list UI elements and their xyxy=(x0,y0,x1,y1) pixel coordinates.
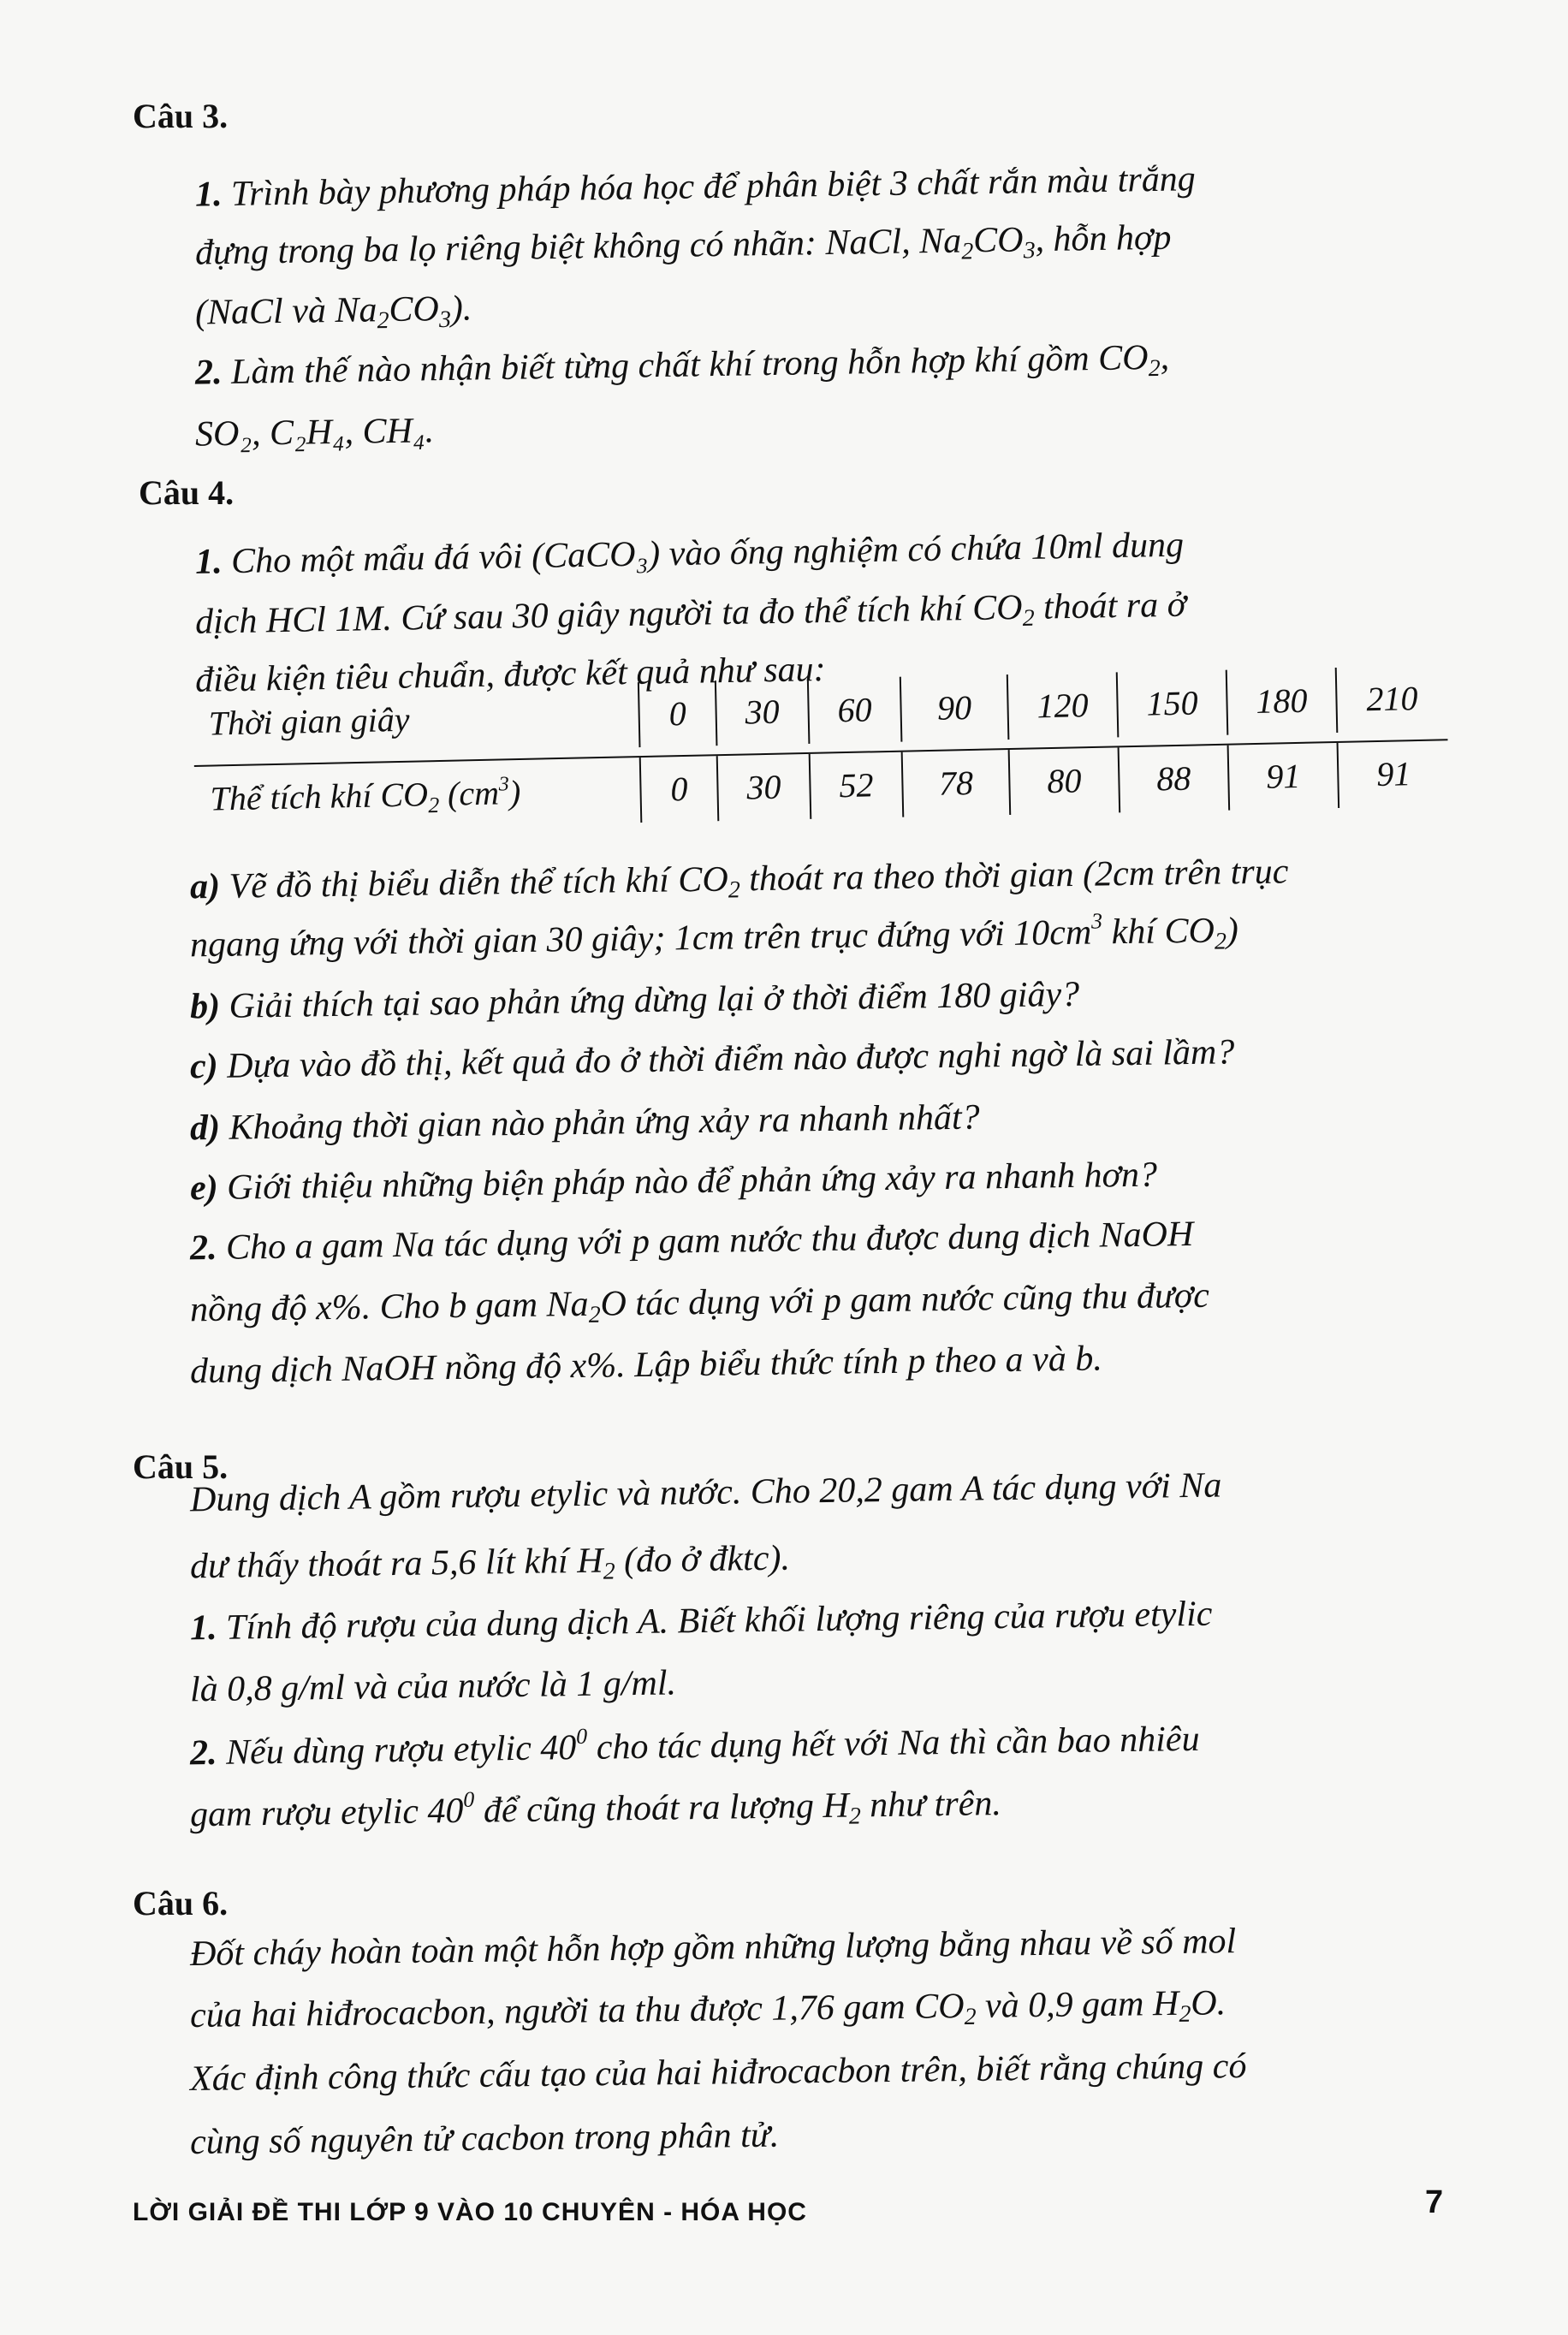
table-cell: 80 xyxy=(1008,747,1120,815)
q3-item1-line2: đựng trong ba lọ riêng biệt không có nhãn: NaCl, $Na_2CO_3$, hỗn hợp xyxy=(194,217,1172,273)
table-cell: 30 xyxy=(715,679,809,746)
table-cell: 150 xyxy=(1116,670,1227,738)
q4-item1-line1: 1. Cho một mẩu đá vôi (CaCO₃) vào ống nghiệm có chứa 10ml dung xyxy=(194,525,1185,582)
measurement-table xyxy=(193,665,1449,835)
table-label-volume: Thể tích khí $CO_2$ $(cm^3)$ xyxy=(210,773,521,818)
q4-item2-line2: nồng độ x%. Cho b gam $Na_2O$ tác dụng với p gam nước cũng thu được xyxy=(189,1275,1210,1330)
question-6-title: Câu 6. xyxy=(133,1884,229,1922)
table-row-volume xyxy=(194,739,1449,832)
question-5-title: Câu 5. xyxy=(133,1447,229,1486)
q4-item1-number: 1. xyxy=(194,542,223,582)
q6-line2: của hai hiđrocacbon, người ta thu được 1,76 gam $CO_2$ và 0,9 gam $H_2O$. xyxy=(189,1983,1226,2036)
q6-line1: Đốt cháy hoàn toàn một hỗn hợp gồm những lượng bằng nhau về số mol xyxy=(189,1922,1237,1975)
q5-item1-line2: là 0,8 g/ml và của nước là 1 g/ml. xyxy=(189,1663,677,1710)
q4-a-line2: ngang ứng với thời gian 30 giây; 1cm trên trục đứng với $10cm^3$ khí $CO_2$) xyxy=(189,908,1239,965)
q4-a-line1: a) Vẽ đồ thị biểu diễn thể tích khí $CO_2$ thoát ra theo thời gian (2cm trên trục xyxy=(189,852,1289,907)
q4-d-label: d) xyxy=(189,1108,221,1149)
table-cell: 78 xyxy=(901,750,1010,817)
q3-item2-number: 2. xyxy=(194,353,223,393)
q4-e-label: e) xyxy=(189,1168,219,1209)
table-cell: 210 xyxy=(1335,665,1448,733)
q5-item2-number: 2. xyxy=(189,1732,217,1774)
q6-line3: Xác định công thức cấu tạo của hai hiđrocacbon trên, biết rằng chúng có xyxy=(189,2046,1247,2100)
q3-item1-line3: (NaCl và $Na_2CO_3$). xyxy=(194,288,472,335)
q4-b-label: b) xyxy=(189,986,221,1027)
table-cell: 88 xyxy=(1118,746,1229,813)
q3-item2-line2: SO₂, C₂H₄, CH₄. xyxy=(194,411,435,455)
question-3-title: Câu 3. xyxy=(133,97,229,135)
q5-item1-line1: 1. Tính độ rượu của dung dịch A. Biết khối lượng riêng của rượu etylic xyxy=(189,1594,1213,1649)
q5-line2: dư thấy thoát ra 5,6 lít khí $H_2$ (đo ở đktc). xyxy=(189,1538,791,1587)
question-4-title: Câu 4. xyxy=(139,473,235,512)
q4-item1-line3: điều kiện tiêu chuẩn, được kết quả như sau: xyxy=(194,650,826,700)
table-cell: 91 xyxy=(1337,740,1450,808)
q4-item2-number: 2. xyxy=(189,1227,217,1269)
table-cell: 52 xyxy=(809,752,903,819)
page-number: 7 xyxy=(1425,2184,1444,2220)
q4-c-line: c) Dựa vào đồ thị, kết quả đo ở thời điểm nào được nghi ngờ là sai lầm? xyxy=(189,1032,1235,1087)
q5-line1: Dung dịch A gồm rượu etylic và nước. Cho 20,2 gam A tác dụng với Na xyxy=(189,1465,1222,1520)
q4-c-label: c) xyxy=(189,1046,219,1087)
q3-item1-number: 1. xyxy=(194,175,223,215)
q4-item1-line2: dịch HCl 1M. Cứ sau 30 giây người ta đo thể tích khí $CO_2$ thoát ra ở xyxy=(194,585,1187,642)
table-cell: 30 xyxy=(716,754,811,821)
q4-item2-line1: 2. Cho a gam Na tác dụng với p gam nước thu được dung dịch NaOH xyxy=(189,1214,1194,1269)
table-cell: 91 xyxy=(1227,743,1339,811)
q4-e-line: e) Giới thiệu những biện pháp nào để phản ứng xảy ra nhanh hơn? xyxy=(189,1155,1158,1209)
q5-item2-line2: gam rượu etylic $40^0$ để cũng thoát ra lượng $H_2$ như trên. xyxy=(189,1784,1002,1835)
table-cell: 0 xyxy=(639,756,718,823)
q5-item2-line1: 2. Nếu dùng rượu etylic $40^0$ cho tác dụng hết với Na thì cần bao nhiêu xyxy=(189,1719,1200,1774)
table-label-time: Thời gian giây xyxy=(208,699,410,743)
q3-item2-line1: 2. Làm thế nào nhận biết từng chất khí trong hỗn hợp khí gồm $CO_2$, xyxy=(194,337,1170,393)
q4-a-label: a) xyxy=(189,866,221,907)
q4-d-line: d) Khoảng thời gian nào phản ứng xảy ra nhanh nhất? xyxy=(189,1097,980,1149)
table-cell: 180 xyxy=(1226,668,1337,735)
table-cell: 120 xyxy=(1007,672,1118,740)
footer-book-title: LỜI GIẢI ĐỀ THI LỚP 9 VÀO 10 CHUYÊN - HÓA HỌC xyxy=(133,2198,807,2226)
q4-b-line: b) Giải thích tại sao phản ứng dừng lại ở thời điểm 180 giây? xyxy=(189,974,1080,1027)
table-cell: 60 xyxy=(807,677,901,744)
q3-item1-line1: 1. Trình bày phương pháp hóa học để phân biệt 3 chất rắn màu trắng xyxy=(194,159,1197,215)
q4-item2-line3: dung dịch NaOH nồng độ x%. Lập biểu thức tính p theo a và b. xyxy=(189,1339,1103,1392)
table-cell: 0 xyxy=(638,680,716,747)
q6-line4: cùng số nguyên tử cacbon trong phân tử. xyxy=(189,2115,780,2163)
q5-item1-number: 1. xyxy=(189,1607,217,1649)
table-cell: 90 xyxy=(900,674,1008,742)
